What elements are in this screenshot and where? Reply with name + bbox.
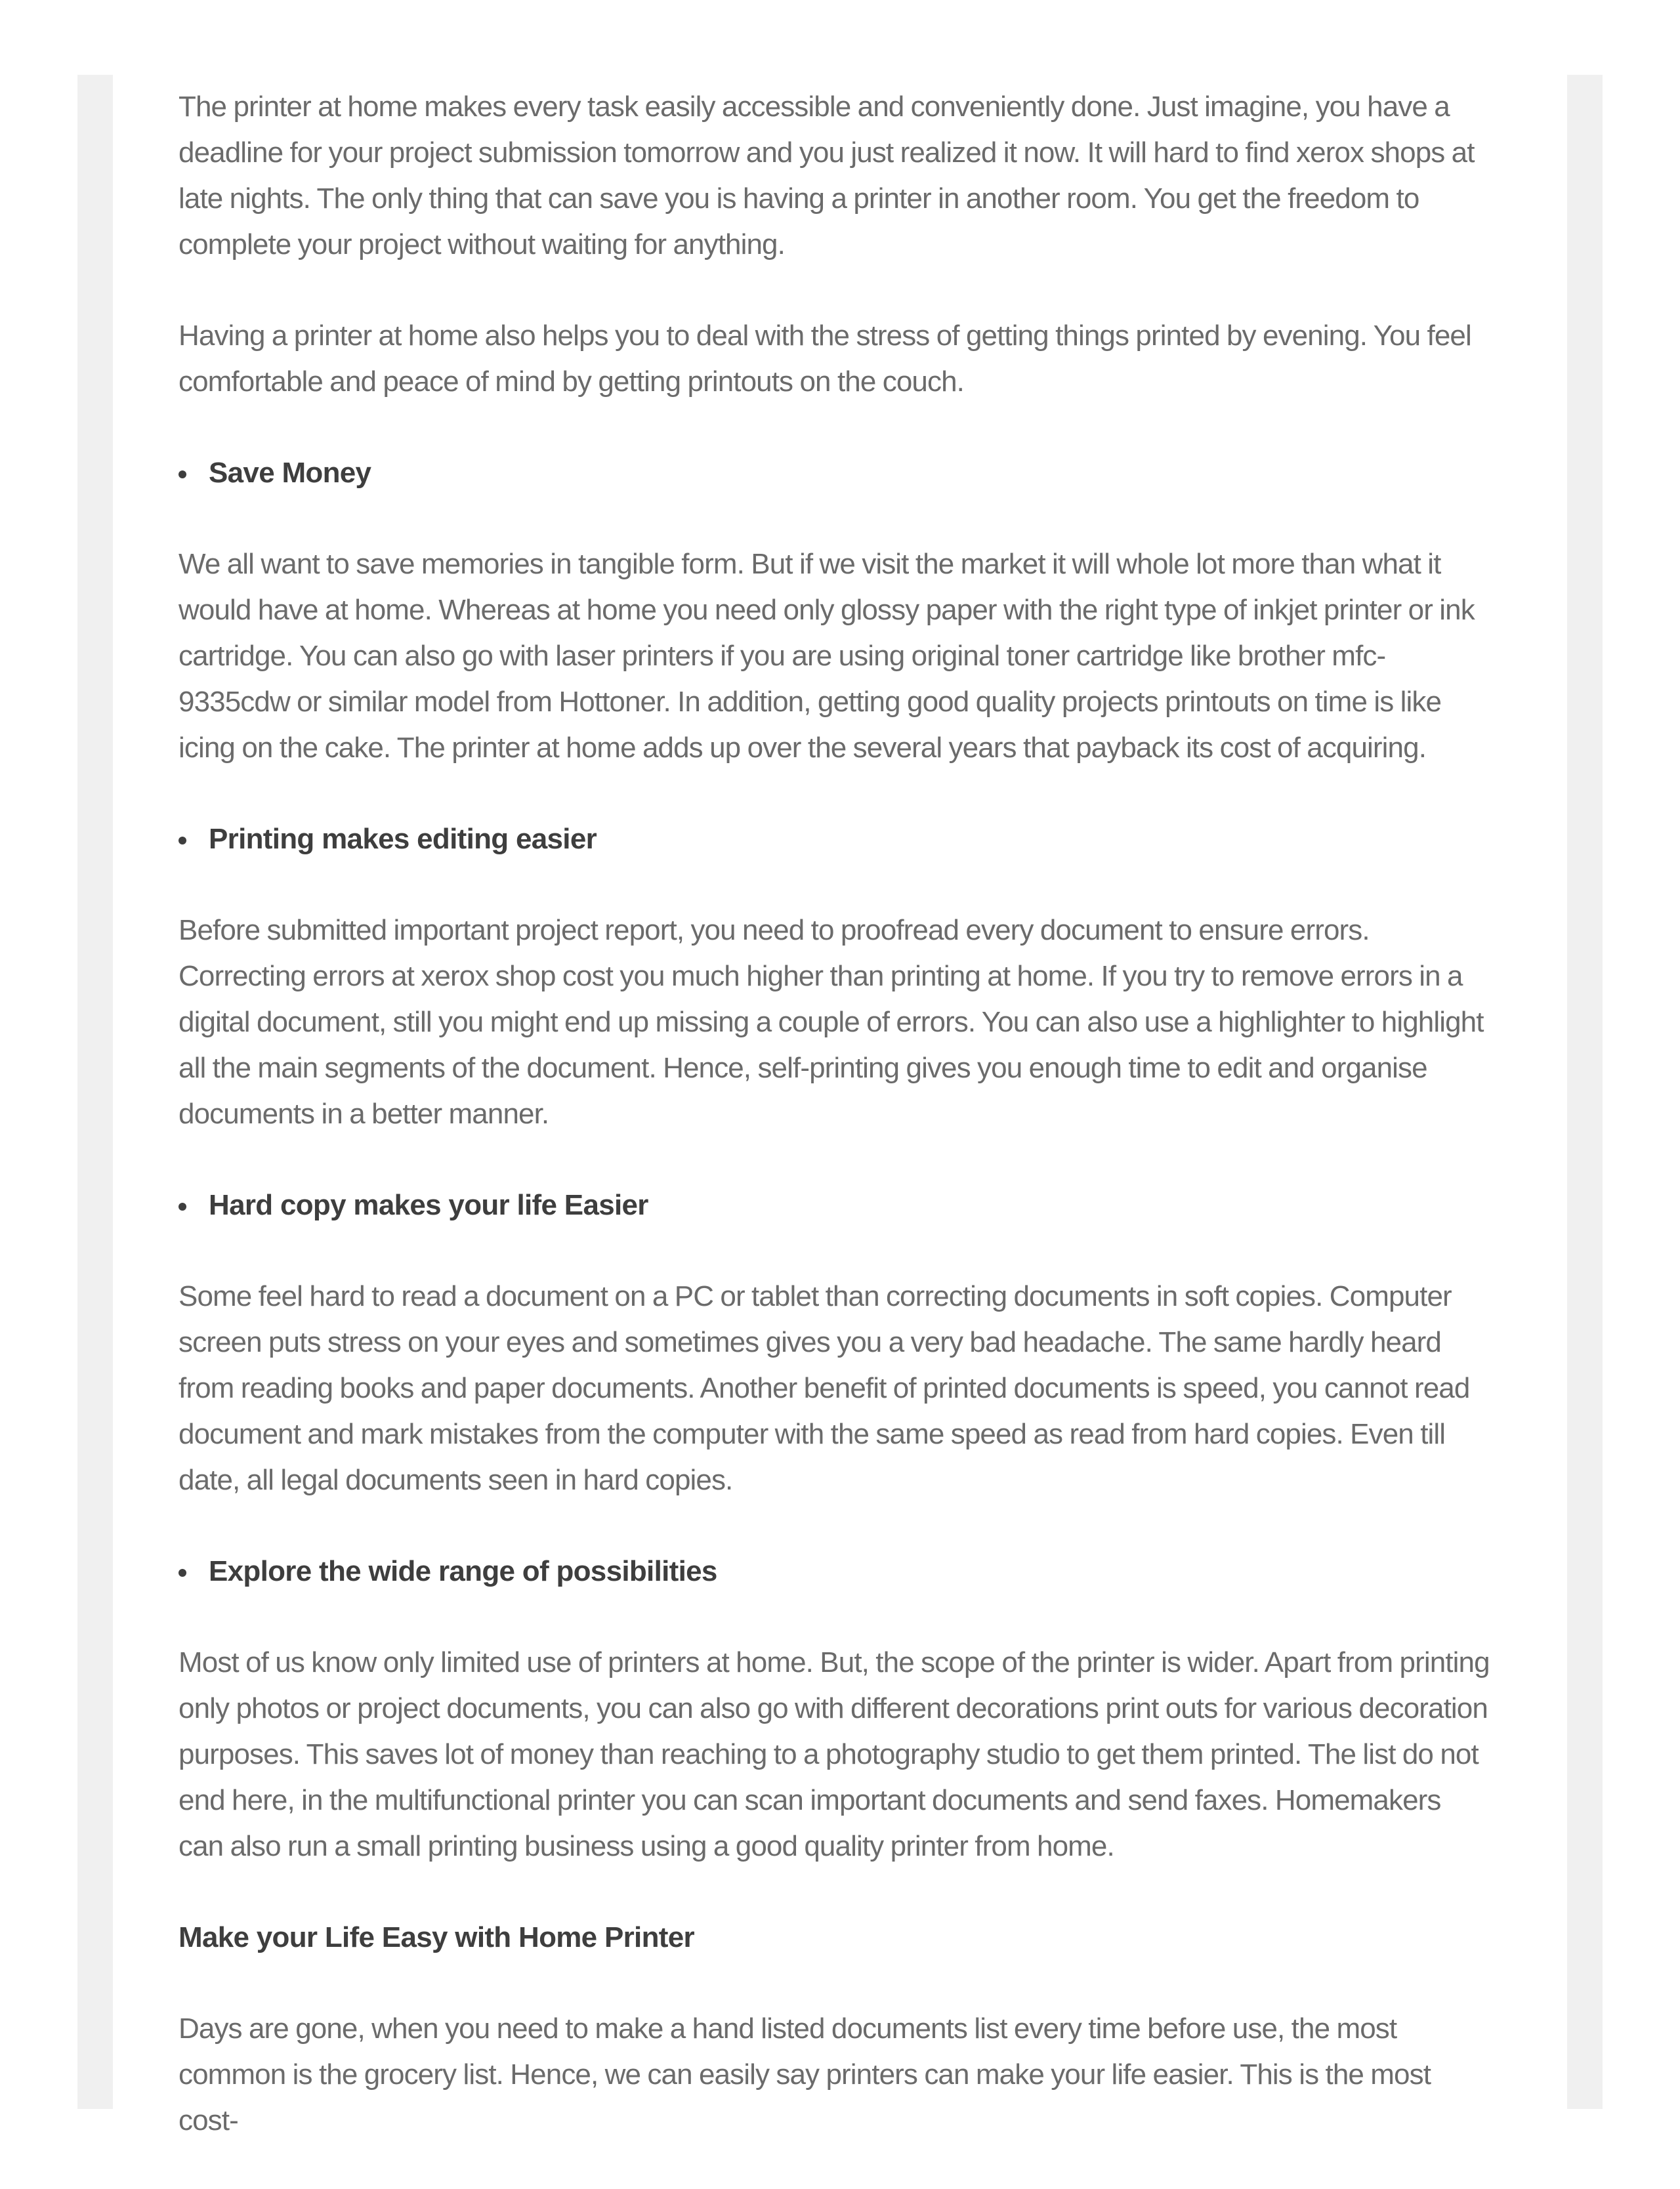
list-heading-label: Explore the wide range of possibilities [209,1555,717,1587]
bullet-icon [178,470,186,478]
article-paragraph: Some feel hard to read a document on a PC or tablet than correcting documents in soft copies. Computer screen puts stress on your eyes and sometimes gives you a very bad headache. The same hardly heard from reading books and paper documents. Another benefit of printed documents is speed, you cannot read document and mark mistakes from the computer with the same speed as read from hard copies. Even till date, all legal documents seen in hard copies. [178,1280,1470,1496]
list-heading-label: Save Money [209,457,371,489]
list-heading-save-money [178,450,1491,496]
content-column [113,75,1567,2137]
article-paragraph: Days are gone, when you need to make a hand listed documents list every time before use, the most common is the grocery list. Hence, we can easily say printers can make your life easier. This is the most cost- [178,2012,1431,2137]
section-heading: Make your Life Easy with Home Printer [178,1921,694,1953]
bullet-icon [178,1569,186,1577]
bullet-icon [178,837,186,844]
article-paragraph: The printer at home makes every task easily accessible and conveniently done. Just imagine, you have a deadline for your project submission tomorrow and you just realized it now. It will hard to find xerox shops at late nights. The only thing that can save you is having a printer in another room. You get the freedom to complete your project without waiting for anything. [178,91,1475,261]
list-heading-editing [178,816,1491,862]
list-heading-label: Hard copy makes your life Easier [209,1189,648,1221]
bullet-icon [178,1203,186,1211]
article-body [178,75,1491,2189]
article-paragraph: Having a printer at home also helps you to deal with the stress of getting things printed by evening. You feel comfortable and peace of mind by getting printouts on the couch. [178,320,1471,398]
article-paragraph: Before submitted important project report, you need to proofread every document to ensure errors. Correcting errors at xerox shop cost you much higher than printing at home. If you try to remove errors in a digital document, still you might end up missing a couple of errors. You can also use a highlighter to highlight all the main segments of the document. Hence, self-printing gives you enough time to edit and organise documents in a better manner. [178,914,1484,1130]
list-heading-possibilities [178,1549,1491,1595]
article-paragraph: Most of us know only limited use of printers at home. But, the scope of the printer is wider. Apart from printing only photos or project documents, you can also go with different decorations print outs for various decoration purposes. This saves lot of money than reaching to a photography studio to get them printed. The list do not end here, in the multifunctional printer you can scan important documents and send faxes. Homemakers can also run a small printing business using a good quality printer from home. [178,1646,1490,1862]
article-paragraph: We all want to save memories in tangible form. But if we visit the market it will whole lot more than what it would have at home. Whereas at home you need only glossy paper with the right type of inkjet printer or ink cartridge. You can also go with laser printers if you are using original toner cartridge like brother mfc-9335cdw or similar model from Hottoner. In addition, getting good quality projects printouts on time is like icing on the cake. The printer at home adds up over the several years that payback its cost of acquiring. [178,548,1475,764]
page-frame [77,75,1603,2137]
list-heading-label: Printing makes editing easier [209,823,597,855]
list-heading-hard-copy [178,1182,1491,1228]
